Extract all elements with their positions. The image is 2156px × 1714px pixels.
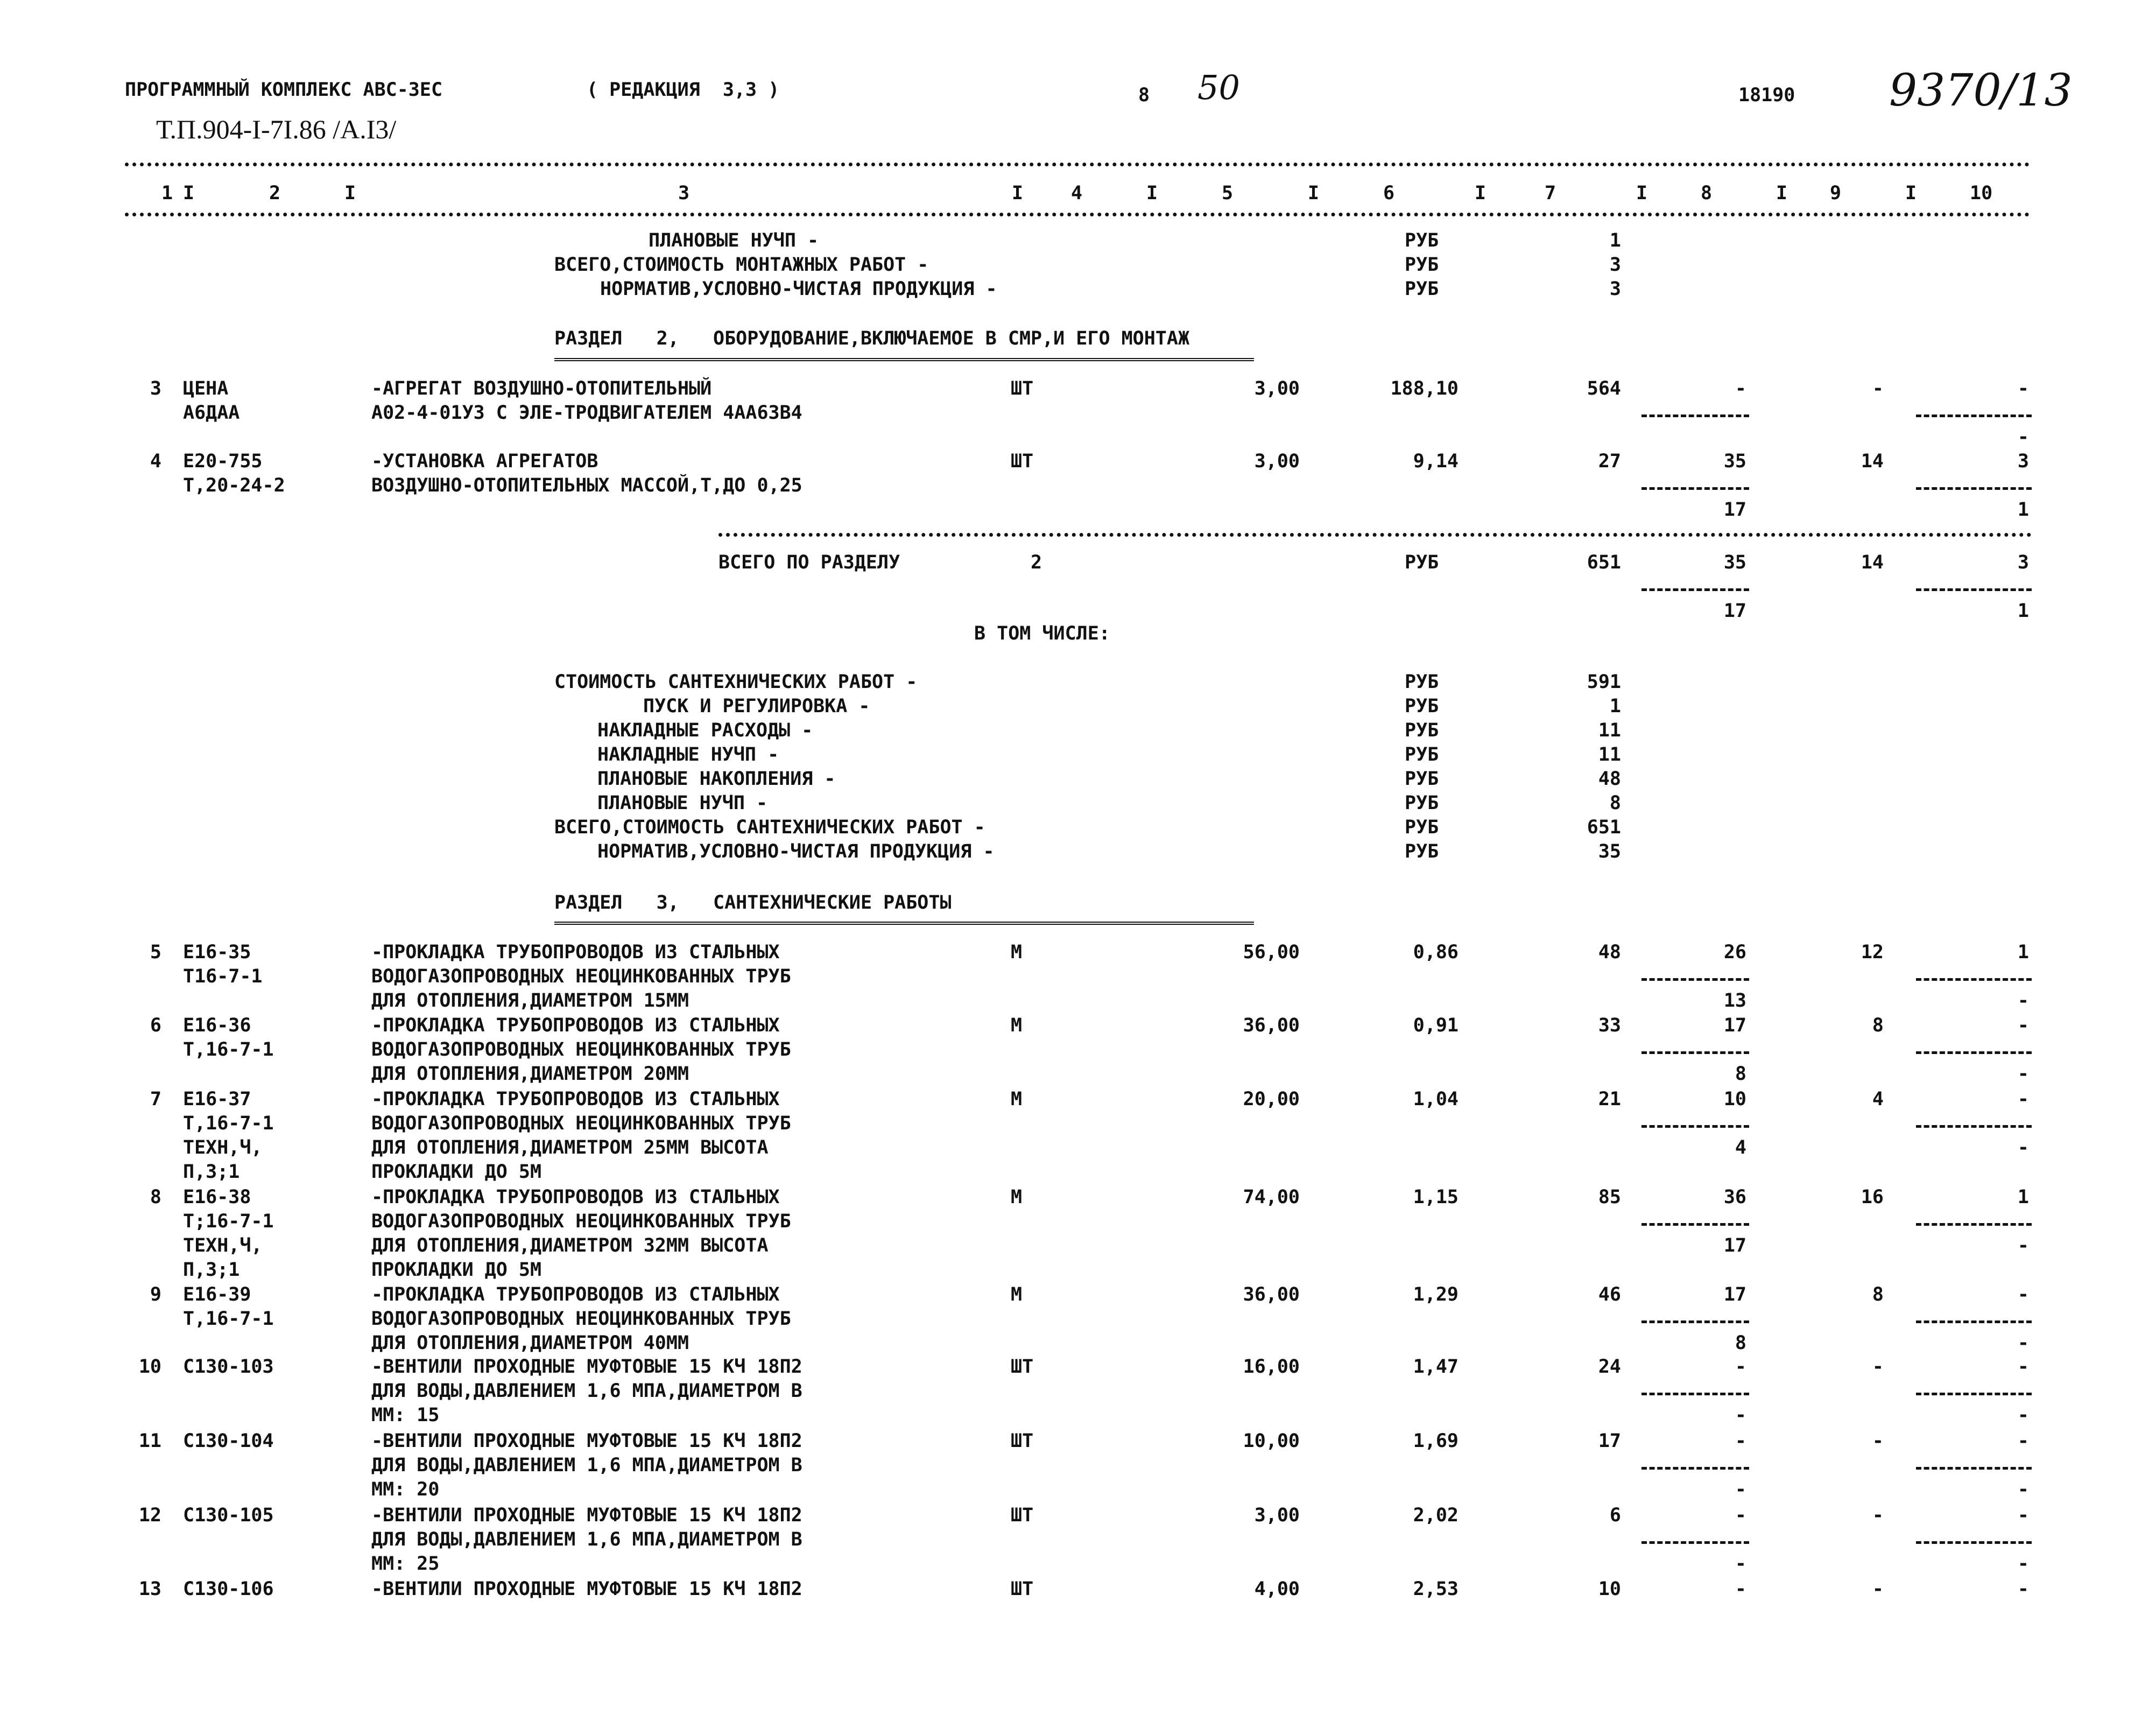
summary-unit: РУБ	[1405, 278, 1439, 300]
section-total-number: 2	[1031, 552, 1042, 573]
item-quantity: 36,00	[1243, 1284, 1300, 1305]
breakdown-label: ПЛАНОВЫЕ НУЧП -	[597, 792, 768, 814]
item-code: Е16-39	[183, 1284, 251, 1305]
item-number: 10	[138, 1356, 161, 1378]
item-quantity: 74,00	[1243, 1186, 1300, 1208]
section-total-col8-lower: 17	[1723, 600, 1746, 622]
item-description: А02-4-01У3 С ЭЛЕ-ТРОДВИГАТЕЛЕМ 4АА63В4	[371, 402, 802, 424]
breakdown-label: ВСЕГО,СТОИМОСТЬ САНТЕХНИЧЕСКИХ РАБОТ -	[554, 817, 985, 838]
fraction-bar	[1916, 1051, 2032, 1054]
item-total: 6	[1609, 1505, 1621, 1526]
item-col9: 16	[1861, 1186, 1884, 1208]
item-col8: -	[1735, 1578, 1746, 1600]
section-3-title: РАЗДЕЛ 3, САНТЕХНИЧЕСКИЕ РАБОТЫ	[554, 892, 952, 914]
breakdown-label: ПУСК И РЕГУЛИРОВКА -	[643, 696, 870, 717]
breakdown-unit: РУБ	[1405, 792, 1439, 814]
column-header-4: 4	[1071, 182, 1083, 204]
section-total-col9: 14	[1861, 552, 1884, 573]
item-unit-price: 1,69	[1413, 1430, 1459, 1452]
page-number-printed: 8	[1138, 85, 1150, 106]
item-quantity: 3,00	[1254, 451, 1300, 472]
item-col8: -	[1735, 1430, 1746, 1452]
breakdown-value: 48	[1598, 768, 1621, 790]
breakdown-label: ПЛАНОВЫЕ НАКОПЛЕНИЯ -	[597, 768, 836, 790]
breakdown-value: 1	[1609, 696, 1621, 717]
item-code: Т;16-7-1	[183, 1211, 274, 1232]
fraction-bar	[1641, 487, 1749, 490]
item-col9: 12	[1861, 942, 1884, 963]
program-name: ПРОГРАММНЫЙ КОМПЛЕКС АВС-ЗЕС	[125, 79, 443, 101]
document-number-handwritten: 9370/13	[1889, 65, 2073, 116]
item-number: 5	[150, 942, 161, 963]
breakdown-label: НАКЛАДНЫЕ РАСХОДЫ -	[597, 720, 813, 741]
item-total: 10	[1598, 1578, 1621, 1600]
item-unit-price: 1,29	[1413, 1284, 1459, 1305]
item-col8-lower: 8	[1735, 1332, 1746, 1354]
item-description: ВОЗДУШНО-ОТОПИТЕЛЬНЫХ МАССОЙ,Т,ДО 0,25	[371, 475, 802, 496]
breakdown-value: 591	[1587, 671, 1621, 693]
item-col8: 10	[1723, 1088, 1746, 1110]
item-description: -ПРОКЛАДКА ТРУБОПРОВОДОВ ИЗ СТАЛЬНЫХ	[371, 1186, 780, 1208]
item-code: С130-106	[183, 1578, 274, 1600]
item-col8-lower: 17	[1723, 499, 1746, 521]
item-code: С130-103	[183, 1356, 274, 1378]
fraction-bar	[1916, 1320, 2032, 1323]
item-code: Е16-37	[183, 1088, 251, 1110]
item-col9: -	[1872, 1578, 1884, 1600]
fraction-bar	[1916, 1541, 2032, 1544]
summary-value: 3	[1609, 254, 1621, 276]
fraction-bar	[1641, 1223, 1749, 1226]
fraction-bar	[1641, 588, 1749, 591]
item-col8: 26	[1723, 942, 1746, 963]
item-total: 85	[1598, 1186, 1621, 1208]
section-3-underline	[554, 922, 1254, 925]
item-unit: М	[1011, 1015, 1023, 1036]
fraction-bar	[1916, 415, 2032, 417]
item-description: ДЛЯ ВОДЫ,ДАВЛЕНИЕМ 1,6 МПА,ДИАМЕТРОМ В	[371, 1529, 802, 1550]
item-total: 46	[1598, 1284, 1621, 1305]
item-code: Е16-35	[183, 942, 251, 963]
item-number: 13	[138, 1578, 161, 1600]
item-unit: ШТ	[1011, 451, 1034, 472]
column-separator: I	[1475, 182, 1486, 204]
breakdown-unit: РУБ	[1405, 841, 1439, 862]
section-total-unit: РУБ	[1405, 552, 1439, 573]
section-total-label: ВСЕГО ПО РАЗДЕЛУ	[718, 552, 900, 573]
fraction-bar	[1916, 487, 2032, 490]
item-col8-lower: 8	[1735, 1063, 1746, 1085]
column-header-7: 7	[1545, 182, 1556, 204]
fraction-bar	[1641, 1320, 1749, 1323]
item-description: ДЛЯ ОТОПЛЕНИЯ,ДИАМЕТРОМ 20ММ	[371, 1063, 689, 1085]
summary-label: ВСЕГО,СТОИМОСТЬ МОНТАЖНЫХ РАБОТ -	[554, 254, 929, 276]
item-code: С130-104	[183, 1430, 274, 1452]
item-number: 12	[138, 1505, 161, 1526]
item-col10: -	[2017, 1505, 2029, 1526]
item-col9: -	[1872, 378, 1884, 399]
item-col8: -	[1735, 1505, 1746, 1526]
item-col10-lower: -	[2017, 1404, 2029, 1426]
fraction-bar	[1916, 1467, 2032, 1470]
column-separator: I	[183, 182, 195, 204]
item-number: 4	[150, 451, 161, 472]
item-col10-lower: -	[2017, 1479, 2029, 1500]
item-quantity: 56,00	[1243, 942, 1300, 963]
item-unit-price: 1,04	[1413, 1088, 1459, 1110]
item-code: Е16-36	[183, 1015, 251, 1036]
summary-value: 3	[1609, 278, 1621, 300]
item-code: ТЕХН,Ч,	[183, 1137, 263, 1158]
item-col10-lower: 1	[2017, 499, 2029, 521]
item-col8: 35	[1723, 451, 1746, 472]
item-unit-price: 2,53	[1413, 1578, 1459, 1600]
item-description: -ПРОКЛАДКА ТРУБОПРОВОДОВ ИЗ СТАЛЬНЫХ	[371, 1284, 780, 1305]
item-description: -ВЕНТИЛИ ПРОХОДНЫЕ МУФТОВЫЕ 15 КЧ 18П2	[371, 1505, 802, 1526]
item-total: 21	[1598, 1088, 1621, 1110]
fraction-bar	[1641, 1541, 1749, 1544]
item-col9: -	[1872, 1430, 1884, 1452]
fraction-bar	[1641, 1125, 1749, 1128]
item-number: 7	[150, 1088, 161, 1110]
item-description: -АГРЕГАТ ВОЗДУШНО-ОТОПИТЕЛЬНЫЙ	[371, 378, 712, 399]
item-total: 17	[1598, 1430, 1621, 1452]
item-col8: 17	[1723, 1015, 1746, 1036]
column-header-8: 8	[1701, 182, 1713, 204]
item-description: ММ: 25	[371, 1553, 440, 1575]
column-header-5: 5	[1222, 182, 1234, 204]
item-quantity: 16,00	[1243, 1356, 1300, 1378]
document-code: 18190	[1738, 85, 1795, 106]
section-total-col10: 3	[2017, 552, 2029, 573]
item-col10-lower: -	[2017, 426, 2029, 448]
item-description: ПРОКЛАДКИ ДО 5М	[371, 1259, 542, 1281]
item-unit-price: 9,14	[1413, 451, 1459, 472]
item-col9: 14	[1861, 451, 1884, 472]
item-quantity: 10,00	[1243, 1430, 1300, 1452]
breakdown-value: 651	[1587, 817, 1621, 838]
item-col8: 17	[1723, 1284, 1746, 1305]
item-col8-lower: -	[1735, 1479, 1746, 1500]
summary-label: ПЛАНОВЫЕ НУЧП -	[649, 230, 819, 251]
column-header-9: 9	[1830, 182, 1842, 204]
item-col10-lower: -	[2017, 1235, 2029, 1256]
item-unit: ШТ	[1011, 1356, 1034, 1378]
item-number: 9	[150, 1284, 161, 1305]
item-col9: 4	[1872, 1088, 1884, 1110]
item-col10-lower: -	[2017, 1137, 2029, 1158]
breakdown-value: 11	[1598, 720, 1621, 741]
item-unit-price: 0,91	[1413, 1015, 1459, 1036]
breakdown-unit: РУБ	[1405, 671, 1439, 693]
item-col10: -	[2017, 1430, 2029, 1452]
item-col9: 8	[1872, 1284, 1884, 1305]
breakdown-unit: РУБ	[1405, 744, 1439, 765]
item-col10: -	[2017, 1088, 2029, 1110]
item-col9: -	[1872, 1505, 1884, 1526]
item-col8-lower: -	[1735, 1553, 1746, 1575]
item-unit-price: 2,02	[1413, 1505, 1459, 1526]
item-description: ВОДОГАЗОПРОВОДНЫХ НЕОЦИНКОВАННЫХ ТРУБ	[371, 1039, 791, 1060]
breakdown-unit: РУБ	[1405, 696, 1439, 717]
item-code: Т,16-7-1	[183, 1308, 274, 1330]
item-description: ДЛЯ ОТОПЛЕНИЯ,ДИАМЕТРОМ 40ММ	[371, 1332, 689, 1354]
item-number: 6	[150, 1015, 161, 1036]
project-subtitle: Т.П.904-I-7I.86 /А.I3/	[156, 114, 397, 144]
item-col8-lower: 4	[1735, 1137, 1746, 1158]
item-quantity: 4,00	[1254, 1578, 1300, 1600]
section-2-underline	[554, 358, 1254, 361]
item-description: ММ: 15	[371, 1404, 440, 1426]
breakdown-value: 11	[1598, 744, 1621, 765]
item-description: ДЛЯ ВОДЫ,ДАВЛЕНИЕМ 1,6 МПА,ДИАМЕТРОМ В	[371, 1380, 802, 1402]
item-total: 24	[1598, 1356, 1621, 1378]
column-separator: I	[1012, 182, 1024, 204]
item-number: 8	[150, 1186, 161, 1208]
item-col10-lower: -	[2017, 1332, 2029, 1354]
item-description: ВОДОГАЗОПРОВОДНЫХ НЕОЦИНКОВАННЫХ ТРУБ	[371, 1113, 791, 1134]
item-col10-lower: -	[2017, 990, 2029, 1011]
column-separator: I	[1308, 182, 1320, 204]
item-code: С130-105	[183, 1505, 274, 1526]
breakdown-label: СТОИМОСТЬ САНТЕХНИЧЕСКИХ РАБОТ -	[554, 671, 918, 693]
item-col10: -	[2017, 1015, 2029, 1036]
section-total-value: 651	[1587, 552, 1621, 573]
item-col10: 3	[2017, 451, 2029, 472]
item-description: ДЛЯ ВОДЫ,ДАВЛЕНИЕМ 1,6 МПА,ДИАМЕТРОМ В	[371, 1455, 802, 1476]
item-description: ВОДОГАЗОПРОВОДНЫХ НЕОЦИНКОВАННЫХ ТРУБ	[371, 1211, 791, 1232]
column-separator: I	[1776, 182, 1788, 204]
item-total: 564	[1587, 378, 1621, 399]
section-total-rule	[718, 533, 2032, 537]
item-description: ММ: 20	[371, 1479, 440, 1500]
column-header-6: 6	[1383, 182, 1395, 204]
item-description: -ПРОКЛАДКА ТРУБОПРОВОДОВ ИЗ СТАЛЬНЫХ	[371, 942, 780, 963]
item-description: ВОДОГАЗОПРОВОДНЫХ НЕОЦИНКОВАННЫХ ТРУБ	[371, 966, 791, 987]
item-unit: ШТ	[1011, 1430, 1034, 1452]
item-unit: ШТ	[1011, 378, 1034, 399]
section-total-col8: 35	[1723, 552, 1746, 573]
item-total: 48	[1598, 942, 1621, 963]
page-number-handwritten: 50	[1197, 68, 1240, 107]
item-code: П,3;1	[183, 1161, 240, 1183]
item-col9: -	[1872, 1356, 1884, 1378]
fraction-bar	[1641, 1467, 1749, 1470]
breakdown-unit: РУБ	[1405, 720, 1439, 741]
item-quantity: 36,00	[1243, 1015, 1300, 1036]
item-col10: 1	[2017, 1186, 2029, 1208]
item-unit-price: 1,15	[1413, 1186, 1459, 1208]
item-col8-lower: -	[1735, 1404, 1746, 1426]
breakdown-label: НОРМАТИВ,УСЛОВНО-ЧИСТАЯ ПРОДУКЦИЯ -	[597, 841, 995, 862]
column-separator: I	[344, 182, 356, 204]
section-2-title: РАЗДЕЛ 2, ОБОРУДОВАНИЕ,ВКЛЮЧАЕМОЕ В СМР,И ЕГО МОНТАЖ	[554, 328, 1190, 349]
item-col10: 1	[2017, 942, 2029, 963]
item-quantity: 3,00	[1254, 378, 1300, 399]
item-code: Т,16-7-1	[183, 1039, 274, 1060]
breakdown-unit: РУБ	[1405, 768, 1439, 790]
column-header-2: 2	[269, 182, 281, 204]
column-header-1: 1	[161, 182, 173, 204]
fraction-bar	[1641, 415, 1749, 417]
fraction-bar	[1641, 1393, 1749, 1395]
item-col10-lower: -	[2017, 1553, 2029, 1575]
fraction-bar	[1916, 978, 2032, 981]
item-code: ЦЕНА	[183, 378, 229, 399]
item-code: Е20-755	[183, 451, 263, 472]
item-unit: ШТ	[1011, 1505, 1034, 1526]
item-quantity: 20,00	[1243, 1088, 1300, 1110]
item-col10: -	[2017, 1284, 2029, 1305]
item-number: 3	[150, 378, 161, 399]
item-description: -ПРОКЛАДКА ТРУБОПРОВОДОВ ИЗ СТАЛЬНЫХ	[371, 1015, 780, 1036]
item-total: 33	[1598, 1015, 1621, 1036]
item-number: 11	[138, 1430, 161, 1452]
item-description: ДЛЯ ОТОПЛЕНИЯ,ДИАМЕТРОМ 25ММ ВЫСОТА	[371, 1137, 769, 1158]
section-total-col10-lower: 1	[2017, 600, 2029, 622]
fraction-bar	[1916, 1393, 2032, 1395]
fraction-bar	[1641, 978, 1749, 981]
item-total: 27	[1598, 451, 1621, 472]
item-code: Т,20-24-2	[183, 475, 285, 496]
breakdown-unit: РУБ	[1405, 817, 1439, 838]
fraction-bar	[1916, 588, 2032, 591]
item-unit-price: 188,10	[1390, 378, 1459, 399]
item-col8-lower: 13	[1723, 990, 1746, 1011]
item-unit: М	[1011, 1186, 1023, 1208]
column-separator: I	[1146, 182, 1158, 204]
item-code: ТЕХН,Ч,	[183, 1235, 263, 1256]
item-code: Т16-7-1	[183, 966, 263, 987]
item-col10: -	[2017, 1578, 2029, 1600]
item-description: -ПРОКЛАДКА ТРУБОПРОВОДОВ ИЗ СТАЛЬНЫХ	[371, 1088, 780, 1110]
header-rule-top	[125, 163, 2030, 166]
item-unit-price: 1,47	[1413, 1356, 1459, 1378]
item-unit: М	[1011, 1284, 1023, 1305]
item-code: Т,16-7-1	[183, 1113, 274, 1134]
item-col8: 36	[1723, 1186, 1746, 1208]
item-col8: -	[1735, 1356, 1746, 1378]
breakdown-label: НАКЛАДНЫЕ НУЧП -	[597, 744, 779, 765]
summary-unit: РУБ	[1405, 254, 1439, 276]
header-rule-bottom	[125, 213, 2030, 216]
item-unit: М	[1011, 942, 1023, 963]
item-quantity: 3,00	[1254, 1505, 1300, 1526]
item-col10: -	[2017, 1356, 2029, 1378]
summary-unit: РУБ	[1405, 230, 1439, 251]
item-col9: 8	[1872, 1015, 1884, 1036]
item-description: -УСТАНОВКА АГРЕГАТОВ	[371, 451, 598, 472]
item-col8-lower: 17	[1723, 1235, 1746, 1256]
item-description: ВОДОГАЗОПРОВОДНЫХ НЕОЦИНКОВАННЫХ ТРУБ	[371, 1308, 791, 1330]
fraction-bar	[1916, 1223, 2032, 1226]
summary-label: НОРМАТИВ,УСЛОВНО-ЧИСТАЯ ПРОДУКЦИЯ -	[600, 278, 997, 300]
item-unit: М	[1011, 1088, 1023, 1110]
column-header-10: 10	[1970, 182, 1993, 204]
column-separator: I	[1905, 182, 1917, 204]
item-description: ПРОКЛАДКИ ДО 5М	[371, 1161, 542, 1183]
item-description: ДЛЯ ОТОПЛЕНИЯ,ДИАМЕТРОМ 15ММ	[371, 990, 689, 1011]
breakdown-value: 8	[1609, 792, 1621, 814]
item-code: А6ДАА	[183, 402, 240, 424]
edition-label: ( РЕДАКЦИЯ 3,3 )	[587, 79, 780, 101]
column-header-3: 3	[678, 182, 690, 204]
item-unit: ШТ	[1011, 1578, 1034, 1600]
item-col10-lower: -	[2017, 1063, 2029, 1085]
item-description: -ВЕНТИЛИ ПРОХОДНЫЕ МУФТОВЫЕ 15 КЧ 18П2	[371, 1430, 802, 1452]
item-col10: -	[2017, 378, 2029, 399]
item-description: ДЛЯ ОТОПЛЕНИЯ,ДИАМЕТРОМ 32ММ ВЫСОТА	[371, 1235, 769, 1256]
item-code: П,3;1	[183, 1259, 240, 1281]
item-description: -ВЕНТИЛИ ПРОХОДНЫЕ МУФТОВЫЕ 15 КЧ 18П2	[371, 1356, 802, 1378]
column-separator: I	[1636, 182, 1648, 204]
fraction-bar	[1641, 1051, 1749, 1054]
breakdown-value: 35	[1598, 841, 1621, 862]
fraction-bar	[1916, 1125, 2032, 1128]
item-description: -ВЕНТИЛИ ПРОХОДНЫЕ МУФТОВЫЕ 15 КЧ 18П2	[371, 1578, 802, 1600]
summary-value: 1	[1609, 230, 1621, 251]
item-col8: -	[1735, 378, 1746, 399]
item-unit-price: 0,86	[1413, 942, 1459, 963]
including-label: В ТОМ ЧИСЛЕ:	[974, 623, 1110, 644]
item-code: Е16-38	[183, 1186, 251, 1208]
